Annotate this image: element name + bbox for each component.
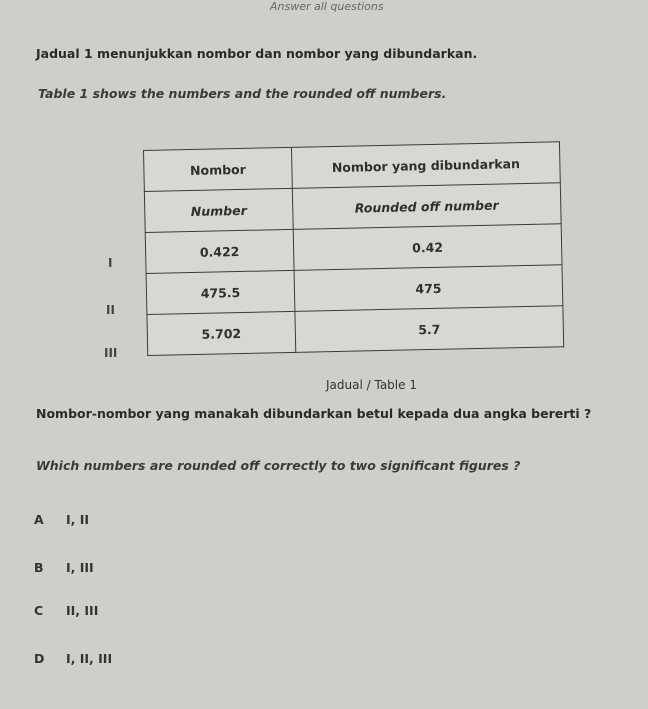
- header-number-malay: Nombor: [144, 147, 293, 191]
- option-b[interactable]: [34, 560, 94, 575]
- option-text: I, II: [66, 512, 90, 527]
- header-number-english: Number: [144, 188, 293, 232]
- option-letter: B: [34, 560, 44, 575]
- option-letter: D: [34, 651, 45, 666]
- option-c[interactable]: [34, 603, 98, 618]
- numbers-table: [143, 141, 564, 356]
- table-row: [147, 306, 564, 356]
- statement-malay: Jadual 1 menunjukkan nombor dan nombor yang dibundarkan.: [36, 46, 478, 61]
- row-label-3: III: [104, 346, 118, 360]
- option-d[interactable]: [34, 651, 112, 666]
- row-label-1: I: [108, 256, 113, 270]
- option-text: II, III: [66, 603, 99, 618]
- question-malay: Nombor-nombor yang manakah dibundarkan betul kepada dua angka bererti ?: [36, 406, 592, 421]
- cell-rounded: 475: [294, 265, 563, 312]
- header-note: Answer all questions: [270, 0, 384, 13]
- option-text: I, III: [66, 560, 94, 575]
- option-a[interactable]: [34, 512, 89, 527]
- cell-rounded: 0.42: [293, 224, 562, 271]
- question-english: Which numbers are rounded off correctly to two significant figures ?: [36, 458, 521, 473]
- cell-number: 475.5: [146, 270, 295, 314]
- option-letter: A: [34, 512, 44, 527]
- option-text: I, II, III: [66, 651, 113, 666]
- row-label-2: II: [106, 303, 115, 317]
- table-caption: Jadual / Table 1: [326, 378, 417, 392]
- cell-number: 0.422: [145, 229, 294, 273]
- header-rounded-english: Rounded off number: [292, 183, 561, 230]
- header-rounded-malay: Nombor yang dibundarkan: [291, 142, 560, 189]
- cell-rounded: 5.7: [295, 306, 564, 353]
- option-letter: C: [34, 603, 44, 618]
- statement-english: Table 1 shows the numbers and the rounded off numbers.: [38, 86, 447, 101]
- cell-number: 5.702: [147, 311, 296, 355]
